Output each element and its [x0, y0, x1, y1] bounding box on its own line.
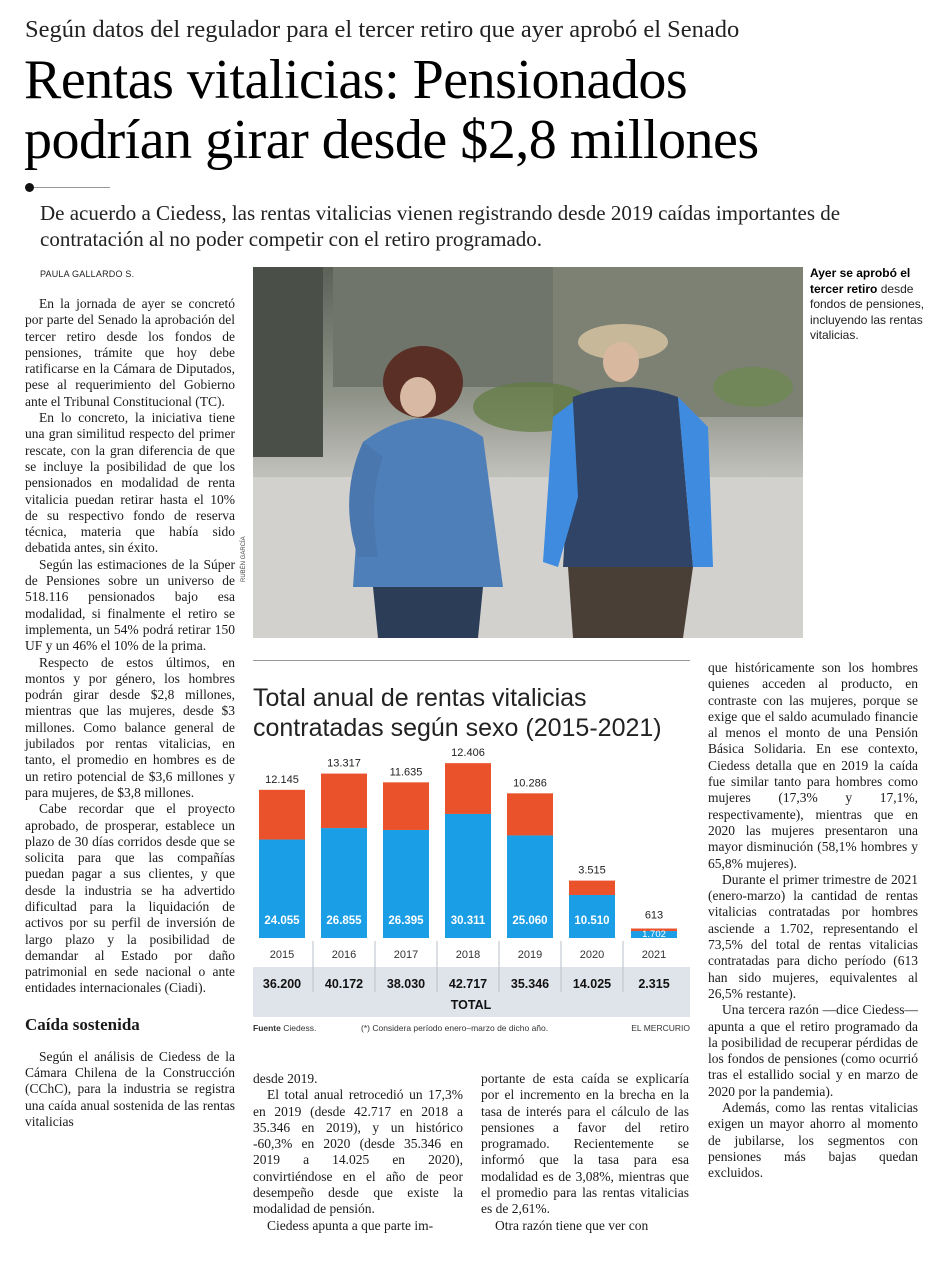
photo-credit: RUBÉN GARCÍA — [241, 536, 247, 582]
total-2019: 35.346 — [510, 977, 550, 991]
article-photo — [253, 267, 803, 638]
tick-label-2019: 2019 — [517, 949, 543, 961]
body-column-3 — [481, 1071, 689, 1234]
bar-mujeres-2018 — [445, 763, 491, 814]
total-label: TOTAL — [450, 998, 492, 1012]
label-mujeres-2016: 13.317 — [327, 757, 361, 770]
subhead: Caída sostenida — [25, 1014, 140, 1034]
bar-mujeres-2017 — [383, 782, 429, 830]
total-2018: 42.717 — [448, 977, 488, 991]
article-byline: PAULA GALLARDO S. — [40, 269, 135, 279]
label-hombres-2018: 30.311 — [450, 915, 486, 927]
article-kicker: Según datos del regulador para el tercer retiro que ayer aprobó el Senado — [25, 16, 740, 43]
paragraph: Cabe recordar que el proyecto aprobado, de prosperar, establece un plazo de 30 días corridos desde que se solicita para que las compañías puedan pagar a sus clientes, y que desde la industria se ha advertido dificultad para la liquidación de activos por su perfil de inversión de largo plazo y la posibilidad de demandar al Estado por daño patrimonial en sede nacional o ante entidades internacionales (Ciadi). — [25, 801, 235, 996]
paragraph: Según las estimaciones de la Súper de Pensiones sobre un universo de 518.116 pensionados bajo esa modalidad, si finalmente el retiro se implementa, un 54% podrá retirar 150 UF y un 46% el 10% de la prima. — [25, 556, 235, 654]
paragraph: portante de esta caída se explicaría por el incremento en la brecha en la tasa de interés para el cálculo de las pensiones a favor del retiro programado. Recientemente se informó que la tasa para esa modalidad es de 3,08%, mientras que el promedio para las rentas vitalicias es de 2,61%. — [481, 1071, 689, 1217]
label-hombres-2020: 10.510 — [574, 915, 610, 927]
label-mujeres-2019: 10.286 — [513, 777, 547, 790]
total-2016: 40.172 — [324, 977, 364, 991]
label-mujeres-2018: 12.406 — [451, 747, 485, 760]
chart-brand: EL MERCURIO — [631, 1023, 690, 1033]
paragraph: Ciedess apunta a que parte im- — [267, 1217, 434, 1233]
bar-mujeres-2016 — [321, 774, 367, 829]
body-column-2 — [253, 1071, 463, 1234]
paragraph: Respecto de estos últimos, en montos y por género, los hombres podrán girar desde $2,8 millones, mientras que las mujeres, desde $3 millones. Como balance general de jubilados por rentas vitalicias, en tanto, el promedio en hombres es de un retiro potencial de $3,6 millones y para mujeres, de $3,8 millones. — [25, 654, 235, 800]
paragraph: Otra razón tiene que ver con — [495, 1217, 649, 1233]
label-mujeres-2015: 12.145 — [265, 773, 299, 786]
paragraph: En la jornada de ayer se concretó por parte del Senado la aprobación del tercer retiro desde los fondos de pensiones, trámite que hoy debe ratificarse en la Cámara de Diputados, pese al requerimiento del Gobierno ante el Tribunal Constitucional (TC). — [25, 296, 235, 409]
paragraph: El total anual retrocedió un 17,3% en 2019 (desde 42.717 en 2018 a 35.346 en 2019), y un histórico -60,3% en 2020 (desde 35.346 en 2019 a 14.025 en 2020), convirtiéndose en el año de peor desempeño desde que existe la modalidad de pensión. — [253, 1087, 463, 1217]
tick-label-2017: 2017 — [393, 949, 419, 961]
paragraph: que históricamente son los hombres quienes acceden al producto, en contraste con las mujeres, porque se exige que el saldo acumulado financie al menos el monto de una Pensión Básica Solidaria. En ese contexto, Ciedess detalla que en 2019 la caída fue similar tanto para hombres como mujeres (17,3% y 17,1%, respectivamente), mientras que en 2020 las mujeres presentaron una mayor disminución (58,1% hombres y 65,8% mujeres). — [708, 660, 918, 871]
bar-mujeres-2019 — [507, 793, 553, 835]
chart-source-label: Fuente — [253, 1023, 281, 1033]
article-deck: De acuerdo a Ciedess, las rentas vitalicias vienen registrando desde 2019 caídas importantes de contratación al no poder competir con el retiro programado. — [40, 201, 841, 251]
total-2015: 36.200 — [262, 977, 302, 991]
tick-label-2020: 2020 — [579, 949, 605, 961]
bar-mujeres-2020 — [569, 881, 615, 895]
paragraph: Según el análisis de Ciedess de la Cámara Chilena de la Construcción (CChC), para la industria se registra una caída anual sostenida de las rentas vitalicias — [25, 1048, 235, 1129]
paragraph: desde 2019. — [253, 1071, 318, 1086]
chart-svg — [253, 745, 690, 1025]
tick-label-2015: 2015 — [269, 949, 295, 961]
label-hombres-2015: 24.055 — [264, 915, 300, 927]
total-2020: 14.025 — [572, 977, 612, 991]
label-hombres-2021: 1.702 — [642, 929, 666, 940]
photo-caption — [810, 266, 925, 344]
rentas-chart — [253, 745, 690, 1025]
headline-line-1: Rentas vitalicias: Pensionados — [24, 49, 688, 111]
total-2021: 2.315 — [638, 977, 670, 991]
label-mujeres-2017: 11.635 — [389, 766, 423, 779]
bar-mujeres-2015 — [259, 790, 305, 840]
chart-top-rule — [253, 660, 690, 661]
label-hombres-2017: 26.395 — [388, 915, 424, 927]
body-column-4 — [708, 660, 918, 1182]
tick-label-2018: 2018 — [455, 949, 481, 961]
tick-label-2016: 2016 — [331, 949, 357, 961]
paragraph: En lo concreto, la iniciativa tiene una gran similitud respecto del primer rescate, con la gran diferencia de que se incluye la posibilidad de que los pensionados en modalidad de renta vitalicia puedan retirar hasta el 10% de su respectivo fondo de reserva técnica, materia que había sido debatida antes, sin éxito. — [25, 410, 235, 556]
chart-note: (*) Considera período enero–marzo de dicho año. — [361, 1023, 549, 1033]
couple-photo-illustration — [253, 267, 803, 638]
total-2017: 38.030 — [386, 977, 426, 991]
article-headline — [24, 50, 759, 170]
body-column-1 — [25, 296, 235, 1130]
headline-dot — [25, 183, 34, 192]
chart-title: Total anual de rentas vitalicias contratadas según sexo (2015-2021) — [253, 684, 662, 742]
label-mujeres-2021: 613 — [644, 909, 664, 922]
headline-line-2: podrían girar desde $2,8 millones — [24, 109, 759, 171]
tick-label-2021: 2021 — [641, 949, 667, 961]
paragraph: Durante el primer trimestre de 2021 (enero-marzo) la cantidad de rentas vitalicias contratadas por hombres asciende a 1.702, representando el 73,5% del total de rentas vitalicias contratadas para dicho período (613 han sido mujeres, equivalentes al 26,5% restante). — [708, 871, 918, 1001]
paragraph: Una tercera razón —dice Ciedess— apunta a que el retiro programado da la posibilidad de recuperar pérdidas de los fondos de pensiones (como ocurrió tras el estallido social y en marzo de 2020 por la pandemia). — [708, 1002, 918, 1099]
headline-rule — [30, 187, 110, 188]
chart-source — [253, 1023, 690, 1033]
label-hombres-2016: 26.855 — [326, 915, 362, 927]
label-hombres-2019: 25.060 — [512, 915, 548, 927]
paragraph: Además, como las rentas vitalicias exigen un mayor ahorro al momento de jubilarse, los segmentos con pensiones más bajas quedan excluidos. — [708, 1100, 918, 1181]
caption-bold: Ayer se aprobó el tercer retiro — [810, 266, 911, 296]
caption-text: desde fondos de pensiones, incluyendo las rentas vitalicias. — [810, 281, 925, 342]
label-mujeres-2020: 3.515 — [578, 864, 606, 877]
chart-source-name: Ciedess. — [283, 1023, 317, 1033]
